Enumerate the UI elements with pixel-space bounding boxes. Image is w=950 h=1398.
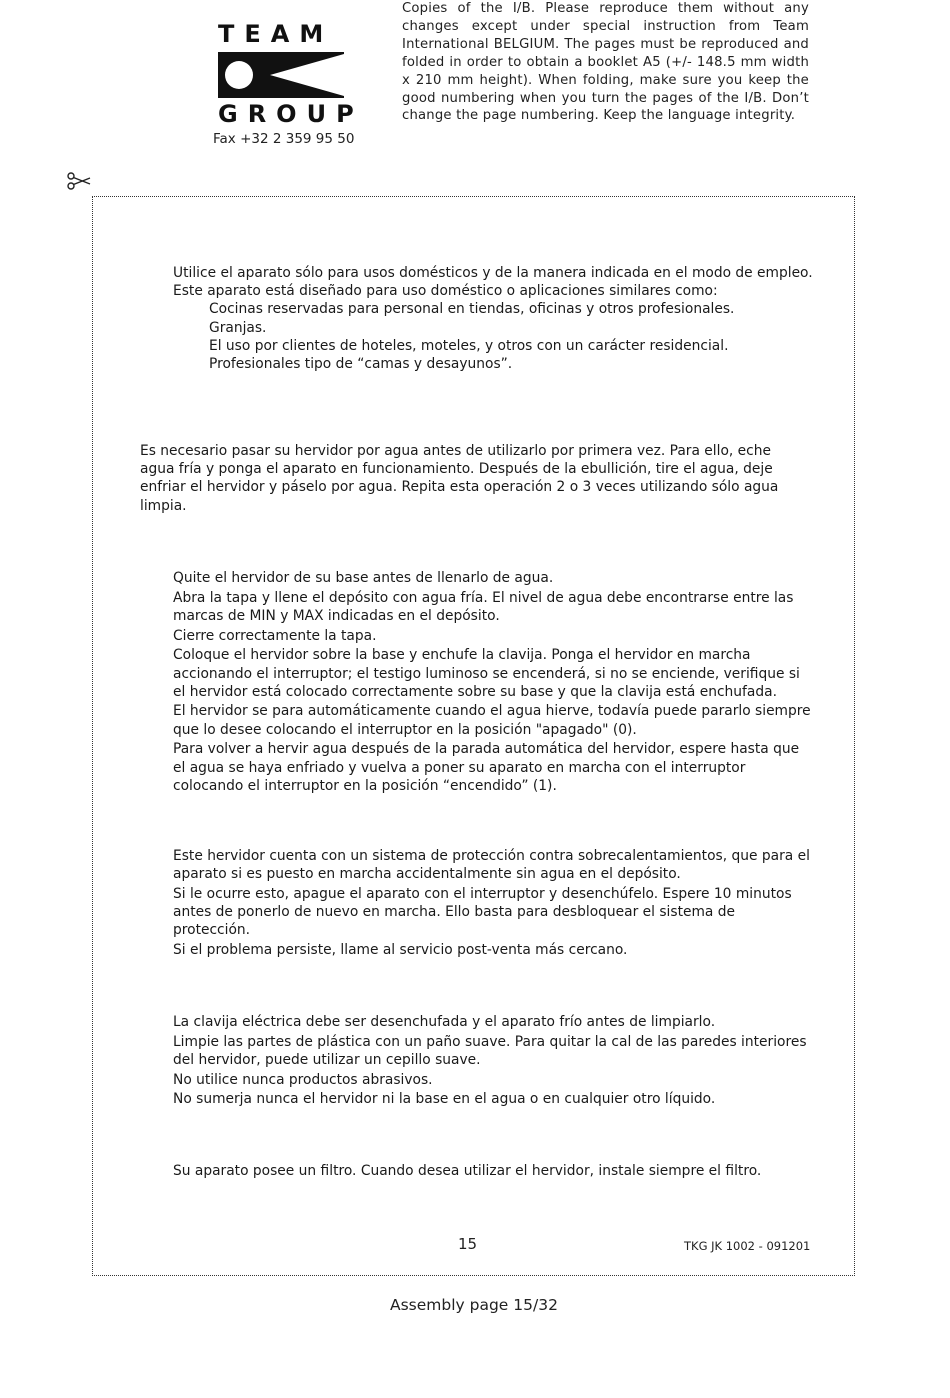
reproduction-notice: Copies of the I/B. Please reproduce them without any changes except under special instruction from Team International BELGIUM. The pages must be reproduced and folded in order to obtain a booklet A5 (+/- 148.5 mm width x 210 mm height). When folding, make sure you keep the good numbering when you turn the pages of the I/B. Don’t change the page numbering. Keep the language integrity. xyxy=(402,1,809,124)
logo-word-top: TEAM xyxy=(218,20,334,48)
operation-step: Coloque el hervidor sobre la base y enchufe la clavija. Ponga el hervidor en marcha accionando el interruptor; el testigo luminoso se encenderá, si no se enciende, verifique si el hervidor está colocado correctamente sobre su base y que la clavija está enchufada. xyxy=(173,647,800,700)
protection-paragraph: Este hervidor cuenta con un sistema de protección contra sobrecalentamientos, que para el aparato si es puesto en marcha accidentalmente sin agua en el depósito. xyxy=(173,848,810,883)
assembly-page-label: Assembly page 15/32 xyxy=(390,1296,558,1314)
logo-word-bottom: GROUP xyxy=(218,100,364,128)
fax-number: Fax +32 2 359 95 50 xyxy=(213,131,355,147)
page-number: 15 xyxy=(458,1235,478,1253)
operation-section xyxy=(173,569,813,796)
usage-item-1: Cocinas reservadas para personal en tiendas, oficinas y otros profesionales. xyxy=(209,301,735,318)
usage-section xyxy=(173,264,813,373)
scissors-icon xyxy=(66,170,92,192)
filter-paragraph: Su aparato posee un filtro. Cuando desea utilizar el hervidor, instale siempre el filtro. xyxy=(173,1163,762,1179)
operation-step: Para volver a hervir agua después de la parada automática del hervidor, espere hasta que el agua se haya enfriado y vuelva a poner su aparato en marcha con el interruptor colocando el interruptor en la posición “encendido” (1). xyxy=(173,741,800,794)
operation-step: Quite el hervidor de su base antes de llenarlo de agua. xyxy=(173,570,554,586)
filter-section xyxy=(173,1162,813,1182)
usage-line-1: Utilice el aparato sólo para usos domésticos y de la manera indicada en el modo de empleo. xyxy=(173,265,813,281)
cleaning-section xyxy=(173,1013,813,1110)
operation-step: Cierre correctamente la tapa. xyxy=(173,627,377,644)
first-use-paragraph: Es necesario pasar su hervidor por agua antes de utilizarlo por primera vez. Para ello, eche agua fría y ponga el aparato en funcionamiento. Después de la ebullición, tire el agua, deje enfriar el hervidor y páselo por agua. Repita esta operación 2 o 3 veces utilizando sólo agua limpia. xyxy=(140,443,779,514)
cleaning-paragraph: Limpie las partes de plástica con un paño suave. Para quitar la cal de las paredes interiores del hervidor, puede utilizar un cepillo suave. xyxy=(173,1033,807,1068)
cleaning-paragraph: No sumerja nunca el hervidor ni la base en el agua o en cualquier otro líquido. xyxy=(173,1091,716,1108)
usage-line-2: Este aparato está diseñado para uso doméstico o aplicaciones similares como: xyxy=(173,283,718,300)
usage-item-4: Profesionales tipo de “camas y desayunos”. xyxy=(209,356,513,373)
cleaning-paragraph: No utilice nunca productos abrasivos. xyxy=(173,1071,433,1088)
protection-section xyxy=(173,847,813,961)
usage-item-2: Granjas. xyxy=(209,319,267,336)
cleaning-paragraph: La clavija eléctrica debe ser desenchufada y el aparato frío antes de limpiarlo. xyxy=(173,1014,716,1030)
protection-paragraph: Si le ocurre esto, apague el aparato con el interruptor y desenchúfelo. Espere 10 minutos antes de ponerlo de nuevo en marcha. Ello basta para desbloquear el sistema de protección. xyxy=(173,885,792,939)
protection-paragraph: Si el problema persiste, llame al servicio post-venta más cercano. xyxy=(173,942,628,959)
operation-step: El hervidor se para automáticamente cuando el agua hierve, todavía puede pararlo siempre que lo desee colocando el interruptor en la posición "apagado" (0). xyxy=(173,703,811,738)
usage-item-3: El uso por clientes de hoteles, moteles, y otros con un carácter residencial. xyxy=(209,337,729,354)
operation-step: Abra la tapa y llene el depósito con agua fría. El nivel de agua debe encontrarse entre las marcas de MIN y MAX indicadas en el depósito. xyxy=(173,589,794,624)
document-reference: TKG JK 1002 - 091201 xyxy=(684,1239,811,1253)
logo-k-mark-icon xyxy=(218,52,344,98)
